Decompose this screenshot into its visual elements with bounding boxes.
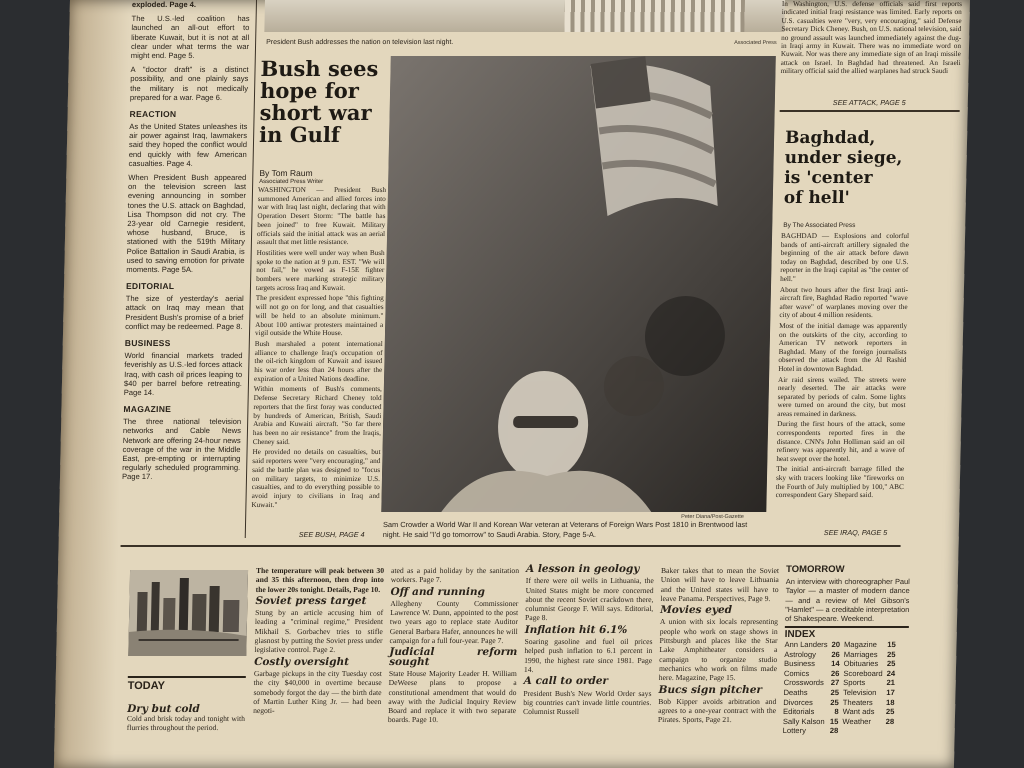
brief-head-off-running: Off and running [390, 585, 486, 598]
index-entry-page: 25 [887, 649, 896, 659]
briefs-col-1 [253, 566, 384, 715]
index-entry-name: Deaths [783, 687, 808, 697]
baghdad-byline: By The Associated Press [783, 222, 856, 229]
index-row [782, 678, 897, 688]
sidebar-item-business-0: World financial markets traded feverishly as U.S.-led forces attack Iraq, with cash oil prices leaping to $40 per barrel before retreating. Page 14. [123, 351, 243, 397]
bush-para-2: The president expressed hope "this fighting will not go on for long, and that casualties will be held to an absolute minimum." About 100 antiwar protesters maintained a vigil outside the White House. [254, 294, 384, 338]
bush-para-0: WASHINGTON — President Bush summoned American and allied forces into war with Iraq last night, declaring that with Operation Desert Storm: "The battle has been joined" to free Kuwait. Military officials said the initial attack was an aerial assault that met little resistance. [256, 186, 387, 247]
briefs-col2-lead: ated as a paid holiday by the sanitation workers. Page 7. [390, 566, 520, 585]
center-photo-credit: Peter Diana/Post-Gazette [681, 514, 744, 520]
top-photo-caption: President Bush addresses the nation on television last night. [266, 39, 454, 46]
sidebar-heading-reaction: REACTION [129, 109, 177, 120]
index-entry-page: 28 [829, 726, 839, 736]
index-entry-name: Sports [843, 678, 866, 688]
baghdad-headline-line-0: Baghdad, [784, 128, 876, 148]
bush-byline-sub: Associated Press Writer [259, 179, 324, 185]
index-entry-name: Obituaries [843, 659, 879, 669]
brief-head-costly: Costly oversight [254, 655, 350, 668]
today-weather-head: Dry but cold [127, 703, 200, 715]
baghdad-para-3: Air raid sirens wailed. The streets were nearly deserted. The air attacks were separated by periods of calm. Some lights were turned on around the city, but most areas remained in darkness. [777, 375, 907, 418]
bush-headline-line-3: in Gulf [258, 122, 341, 147]
index-entry-name: Editorials [782, 707, 815, 717]
top-photo [264, 0, 785, 32]
index-entry-name: Crosswords [783, 678, 824, 688]
index-row [782, 650, 897, 660]
index-entry-name: Scoreboard [843, 668, 883, 678]
briefs-col-3 [523, 562, 654, 716]
bottom-section-rule [121, 545, 901, 547]
brief-text-call-order: President Bush's New World Order says big countries can't invade little countries. Columnist Russell [522, 688, 652, 717]
sidebar-intro-1: The U.S.-led coalition has launched an all-out effort to liberate Kuwait, but it is not at all clear under what terms the war might end. Page 5. [130, 14, 250, 61]
baghdad-para-1: About two hours after the first Iraqi anti-aircraft fire, Baghdad Radio reported "wave after wave" of warplanes moving over the city of about 4 million residents. [779, 285, 909, 320]
index-entry-name: Comics [783, 668, 810, 678]
bush-headline-line-1: hope for [259, 78, 360, 103]
index-row [781, 717, 896, 727]
bush-see-jump: SEE BUSH, PAGE 4 [298, 530, 365, 539]
today-weather-text: Cold and brisk today and tonight with flurries throughout the period. [126, 714, 246, 733]
sidebar-heading-magazine: MAGAZINE [123, 404, 172, 415]
brief-text-off-running: Allegheny County Commissioner Lawrence W. Dunn, appointed to the post two years ago to replace state Auditor General Barbara Hafer, announces he will campaign for a full four-year. Page 7. [389, 598, 519, 646]
tomorrow-text: An interview with choreographer Paul Taylor — a master of modern dance — and a review of Mel Gibson's "Hamlet" — a creditable interpretation of Shakespeare. Weekend. [784, 577, 910, 624]
index-entry-page [883, 726, 896, 736]
attack-see-jump: SEE ATTACK, PAGE 5 [832, 98, 906, 107]
index-row [781, 688, 896, 698]
tomorrow-label: TOMORROW [785, 564, 845, 575]
brief-text-movies: A union with six locals representing people who work on stage shows in Pittsburgh and places like the Star Lake Amphitheater considers a campaign to organize studio mechanics who work on films made here. Magazine, Page 15. [658, 617, 779, 683]
index-entry-name: Television [842, 687, 877, 697]
bush-para-5: He provided no details on casualties, but said reporters were "very encouraging," and said the battle plan was designed to "focus on military targets, to minimize U.S. casualties, and to do everything possible to avoid injury to civilians in Iraq and Kuwait." [251, 448, 381, 509]
index-row [782, 640, 897, 650]
baghdad-see-jump: SEE IRAQ, PAGE 5 [823, 528, 888, 537]
sidebar-item-reaction-1: When President Bush appeared on the television screen last evening announcing in somber tones the U.S. attack on Baghdad, Lisa Thompson did not cry. The 23-year old Carnegie resident, whose husband, Bruce, is stationed with the 519th Military Police Battalion in Saudi Arabia, is used to saving emotion for private moments. Page 5A. [126, 173, 247, 275]
bush-para-1: Hostilities were well under way when Bush spoke to the nation at 9 p.m. EST. "We will not fail," he vowed as F-15E fighter bombers were marking strategic military targets across Iraq and Kuwait. [255, 248, 385, 292]
index-entry-page: 25 [886, 659, 896, 669]
index-entry-name: Weather [842, 716, 872, 726]
briefs-col-2 [388, 566, 519, 725]
index-label: INDEX [785, 626, 909, 640]
baghdad-para-5: The initial anti-aircraft barrage filled the sky with tracers looking like "fireworks on the Fourth of July multiplied by 100," ABC correspondent Gary Shepard said. [775, 465, 905, 500]
center-photo [381, 56, 776, 512]
index-entry-page: 15 [829, 716, 839, 726]
brief-head-inflation: Inflation hit 6.1% [524, 623, 628, 636]
briefs-col1-lead: The temperature will peak between 30 and 35 this afternoon, then drop into the lower 20s tonight. Details, Page 10. [255, 566, 385, 594]
brief-head-soviet: Soviet press target [255, 594, 367, 607]
index-entry-name: Marriages [843, 649, 878, 659]
brief-head-movies: Movies eyed [660, 604, 733, 617]
index-entry-page: 21 [886, 678, 896, 688]
index-entry-name: Business [784, 659, 816, 669]
baghdad-headline-line-1: under siege, [784, 148, 903, 168]
baghdad-headline-line-3: of hell' [783, 188, 850, 208]
sidebar-intro-0: exploded. Page 4. [131, 0, 197, 9]
bush-story-body [251, 186, 386, 511]
sidebar-item-editorial-0: The size of yesterday's aerial attack on Iraq may mean that President Bush's promise of a brief conflict may be redeemed. Page 8. [125, 294, 244, 331]
index-row [782, 659, 897, 669]
photo-detail [564, 0, 745, 32]
index-entry-name [840, 726, 883, 736]
brief-head-geology: A lesson in geology [525, 563, 640, 575]
index-entry-name: Divorces [783, 697, 813, 707]
left-sidebar [122, 0, 250, 487]
brief-text-inflation: Soaring gasoline and fuel oil prices helped push inflation to 6.1 percent in 1990, the highest rate since 1981. Page 14. [523, 637, 653, 674]
skyline-photo [128, 570, 248, 656]
index-row [782, 669, 897, 679]
baghdad-story-body [775, 232, 909, 502]
bush-headline-line-0: Bush sees [260, 56, 379, 81]
index-row [781, 726, 896, 736]
baghdad-headline [784, 128, 966, 208]
index-entry-name: Ann Landers [784, 640, 828, 649]
index-entry-page: 26 [831, 649, 840, 659]
bush-headline [259, 58, 391, 146]
index-entry-name: Magazine [843, 640, 878, 649]
index-entry-name: Theaters [842, 697, 873, 707]
index-entry-name: Want ads [842, 707, 875, 717]
index-entry-page: 26 [830, 668, 840, 678]
bush-para-3: Bush marshaled a potent international alliance to challenge Iraq's occupation of the oil-rich kingdom of Kuwait and issued his war order less than 24 hours after the expiration of a United Nations deadline. [253, 339, 383, 383]
brief-text-bucs: Bob Kipper avoids arbitration and agrees to a one-year contract with the Pirates. Sports, Page 21. [657, 696, 777, 725]
brief-text-soviet: Stung by an article accusing him of leading a "criminal regime," President Mikhail S. Gorbachev tries to stifle glasnost by putting the Soviet press under legislative control. Page 2. [254, 608, 384, 655]
sidebar-heading-editorial: EDITORIAL [125, 281, 175, 292]
today-label: TODAY [128, 676, 246, 692]
brief-text-judicial: State House Majority Leader H. William DeWeese plans to propose a constitutional amendment that would do away with the Judicial Inquiry Review Board and replace it with two separate boards. Page 10. [387, 668, 517, 725]
top-photo-credit: Associated Press [734, 40, 777, 46]
index-table [781, 640, 898, 736]
bush-headline-line-2: short war [259, 100, 372, 125]
sidebar-heading-business: BUSINESS [124, 338, 171, 349]
baghdad-para-4: During the first hours of the attack, some correspondents reported fires in the distance. CNN's John Holliman said an oil refinery was apparently hit, and a wave of heat swept over the hotel. [776, 420, 906, 463]
city-skyline-illustration [128, 570, 248, 656]
bush-para-4: Within moments of Bush's comments, Defense Secretary Richard Cheney told reporters that the first foray was conducted by hundreds of American, British, Saudi Arabia and Kuwaiti aircraft. "So far there has been no air resistance" from the Iraqis, Cheney said. [252, 385, 382, 446]
index-row [781, 707, 896, 717]
attack-story-top: In Washington, U.S. defense officials said first reports indicated initial Iraqi resistance was limited. Early reports on U.S. casualties were "very, very encouraging," said Defense Secretary Dick Cheney. Bush, on U.S. national television, said no ground assault was launched immediately against the dug-in Iraqi army in Kuwait. There was no immediate word on Kuwait. Nor was there any immediate sign of an Iraqi missile attack on Israel. In Baghdad had threatened. An Israeli military official said the allied warplanes had struck Saudi [780, 0, 962, 76]
index-entry-page: 25 [830, 687, 840, 697]
index-entry-page: 18 [885, 697, 895, 707]
brief-head-call-order: A call to order [523, 675, 609, 688]
index-entry-page: 28 [885, 716, 895, 726]
sidebar-item-reaction-0: As the United States unleashes its air power against Iraq, lawmakers said they hoped the conflict would end quickly with few American casualties. Page 4. [128, 122, 248, 168]
sidebar-intro-2: A "doctor draft" is a distinct possibility, and one plainly says the military is not medically prepared for a war. Page 6. [129, 65, 249, 102]
index-entry-page: 24 [886, 668, 896, 678]
index-entry-page: 25 [885, 707, 895, 717]
attack-rule [780, 110, 960, 112]
newspaper-page [54, 0, 970, 768]
index-listing [781, 640, 913, 736]
baghdad-para-0: BAGHDAD — Explosions and colorful bands of anti-aircraft artillery signaled the beginning of the air attack before dawn today on Baghdad, described by one U.S. reporter in the Iraqi capital as "the center of hell." [780, 232, 910, 283]
index-entry-page: 20 [831, 640, 841, 649]
center-photo-caption: Sam Crowder a World War II and Korean War veteran at Veterans of Foreign Wars Post 1810 in Brentwood last night. He said "I'd go tomorrow" to Saudi Arabia. Story, Page 5-A. [382, 520, 748, 539]
index-entry-name: Astrology [784, 649, 817, 659]
sidebar-item-magazine-0: The three national television networks and Cable News Network are offering 24-hour news coverage of the war in the Middle East, pre-empting or interrupting regularly scheduled programming. Page 17. [121, 417, 242, 482]
index-entry-page: 15 [887, 640, 896, 649]
index-entry-page: 14 [831, 659, 840, 669]
flag-and-veteran-illustration [381, 56, 776, 512]
index-entry-page: 8 [834, 707, 839, 717]
index-entry-page: 27 [830, 678, 840, 688]
brief-head-judicial: Judicial reform sought [389, 646, 518, 668]
index-entry-page: 17 [886, 687, 895, 697]
brief-text-geology: If there were oil wells in Lithuania, the United States might be more concerned about the recent Soviet crackdown there, columnist George F. Will says. Editorial, Page 8. [524, 576, 654, 623]
baghdad-para-2: Most of the initial damage was apparently on the outskirts of the city, according to American TV network reporters in Baghdad. Many of the foreign journalists observed the attack from the Al Rashid Hotel in downtown Baghdad. [778, 321, 908, 373]
index-entry-name: Lottery [782, 726, 807, 736]
briefs-col-4 [658, 566, 779, 725]
index-row [781, 698, 896, 708]
briefs-col4-lead: Baker takes that to mean the Soviet Union will have to leave Lithuania and the United states will have to leave Panama. Perspectives, Page 9. [660, 566, 780, 603]
index-entry-page: 25 [830, 697, 839, 707]
brief-head-bucs: Bucs sign pitcher [658, 683, 763, 696]
baghdad-headline-line-2: is 'center [784, 168, 873, 188]
bush-byline: By Tom Raum [259, 168, 313, 178]
index-entry-name: Sally Kalson [782, 716, 825, 726]
brief-text-costly: Garbage pickups in the city Tuesday cost the city $40,000 in overtime because somebody forgot the day — the birth date of Martin Luther King Jr. — had been negoti- [253, 668, 382, 716]
